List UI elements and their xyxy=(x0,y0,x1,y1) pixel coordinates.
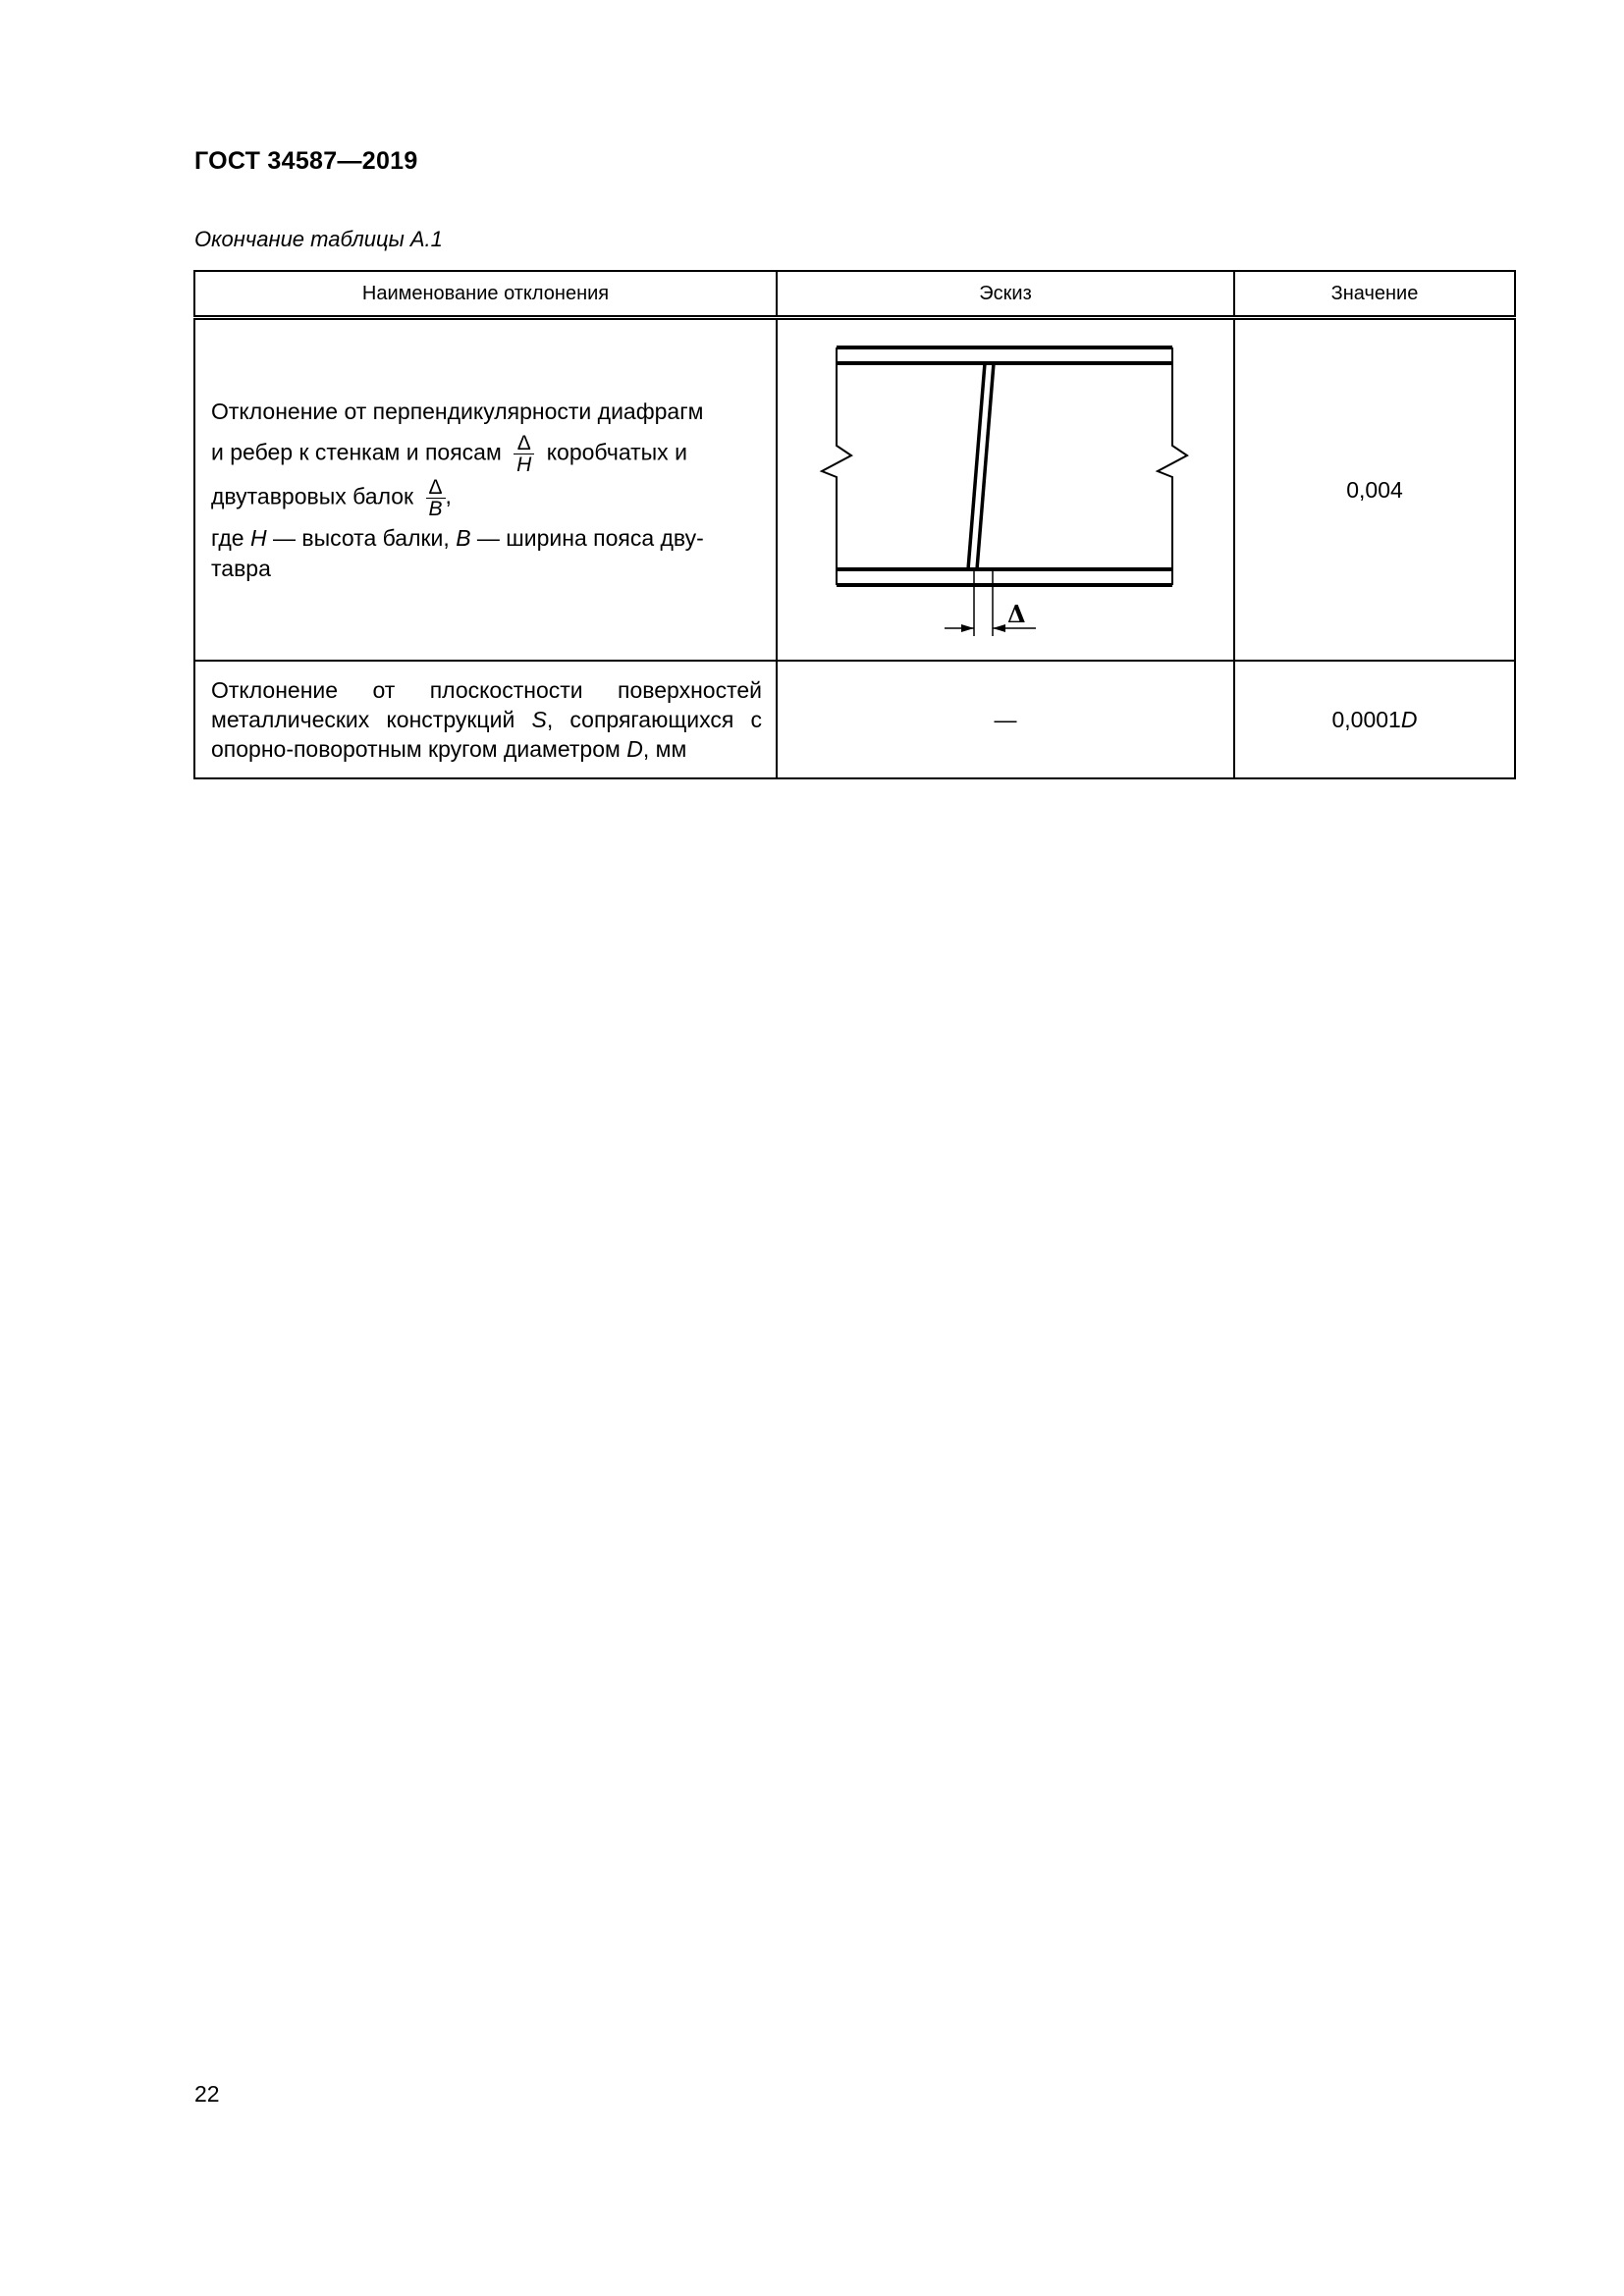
table-caption: Окончание таблицы А.1 xyxy=(194,227,443,251)
fraction-delta-h-num: Δ xyxy=(514,433,534,454)
fraction-delta-h-den: H xyxy=(516,453,532,476)
row1-line3-post: , xyxy=(445,483,452,509)
header-sketch: Эскиз xyxy=(777,271,1234,318)
header-name: Наименование отклонения xyxy=(194,271,777,318)
row1-where-line2: тавра xyxy=(211,555,271,581)
header-value: Значение xyxy=(1234,271,1515,318)
row2-name-cell xyxy=(194,661,777,778)
fraction-delta-b-num: Δ xyxy=(426,477,446,499)
row1-line2-pre: и ребер к стенкам и поясам xyxy=(211,439,502,465)
row1-where-h: H xyxy=(249,524,267,551)
dim-arrowhead-right xyxy=(993,624,1005,632)
row2-name-s: S xyxy=(531,707,547,732)
fraction-delta-b-den: B xyxy=(428,497,443,520)
table-row xyxy=(194,318,1515,662)
beam-sketch xyxy=(778,320,1235,660)
row2-name-post: , мм xyxy=(642,736,687,762)
row1-where-b: B xyxy=(456,524,471,551)
row1-line2-post: коробчатых и xyxy=(546,439,687,465)
fraction-delta-h xyxy=(514,433,534,475)
row1-name-text xyxy=(195,397,776,584)
row1-where-pre: где xyxy=(211,524,250,551)
dim-arrowhead-left xyxy=(961,624,974,632)
web-right-break xyxy=(1158,347,1187,585)
row1-line3 xyxy=(211,477,762,519)
row1-line2 xyxy=(211,433,762,475)
diaphragm-edge-2 xyxy=(977,363,994,569)
table-row xyxy=(194,661,1515,778)
row2-value-var: D xyxy=(1400,706,1418,732)
row2-value-num: 0,0001 xyxy=(1331,706,1401,732)
row1-line1: Отклонение от перпендикулярности диафрагм xyxy=(211,398,704,424)
row2-name-pre: Отклонение от плоскостности поверхностей металлических конструкций xyxy=(211,677,762,732)
row1-where-mid: — высота балки, xyxy=(266,524,457,551)
row1-name-cell xyxy=(194,318,777,662)
row1-where xyxy=(211,523,762,554)
row1-sketch-cell xyxy=(777,318,1234,662)
row2-value-cell xyxy=(1234,661,1515,778)
row1-value-cell: 0,004 xyxy=(1234,318,1515,662)
diaphragm-edge-1 xyxy=(968,363,985,569)
document-code: ГОСТ 34587—2019 xyxy=(194,147,418,175)
row2-name-text xyxy=(195,675,776,764)
row1-where-post: — ширина пояса дву- xyxy=(470,524,704,551)
row2-sketch-cell: — xyxy=(777,661,1234,778)
page-number: 22 xyxy=(194,2081,220,2107)
table-header-row xyxy=(194,271,1515,318)
deviation-table xyxy=(193,270,1516,779)
row2-name-d: D xyxy=(626,736,643,762)
web-left-break xyxy=(822,347,851,585)
fraction-delta-b xyxy=(426,477,446,519)
row2-name-mid: , сопрягающихся с опорно-поворотным кругом диаметром xyxy=(211,707,762,762)
dim-delta-label: Δ xyxy=(1007,600,1026,628)
row1-line3-pre: двутавровых балок xyxy=(211,483,414,509)
